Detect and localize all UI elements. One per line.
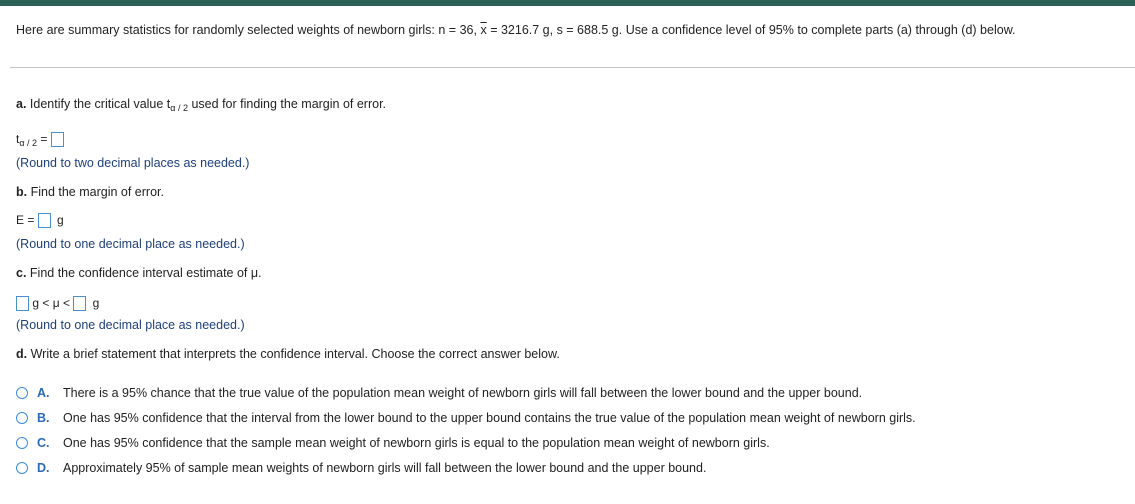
divider <box>10 67 1135 68</box>
part-a-question <box>16 97 386 111</box>
part-a-hint: (Round to two decimal places as needed.) <box>16 156 250 170</box>
option-d[interactable] <box>16 461 706 475</box>
part-c-question <box>16 266 262 280</box>
option-b-radio[interactable] <box>16 412 28 424</box>
option-d-text: Approximately 95% of sample mean weights of newborn girls will fall between the lower bound and the upper bound. <box>63 461 707 475</box>
part-c-hint: (Round to one decimal place as needed.) <box>16 318 245 332</box>
option-d-radio[interactable] <box>16 462 28 474</box>
option-c[interactable] <box>16 436 770 450</box>
lower-bound-input[interactable] <box>16 296 29 311</box>
part-b-hint: (Round to one decimal place as needed.) <box>16 237 245 251</box>
t-variable: t <box>16 132 20 146</box>
part-c-answer-row <box>16 296 99 311</box>
equals-sign: = <box>40 132 48 146</box>
sample-mean-symbol: $\overline{x}$ <box>480 23 487 37</box>
part-a-subscript: α / 2 <box>170 103 188 113</box>
part-a-letter: a. <box>16 97 27 111</box>
problem-statement <box>16 23 1016 37</box>
option-a-letter: A. <box>37 386 50 400</box>
part-c-text: Find the confidence interval estimate of μ. <box>29 266 262 280</box>
option-b-text: One has 95% confidence that the interval from the lower bound to the upper bound contains the true value of the population mean weight of newborn girls. <box>63 411 916 425</box>
margin-unit: g <box>57 213 64 227</box>
part-b-answer-row <box>16 213 64 228</box>
critical-value-input[interactable] <box>51 132 64 147</box>
part-a-text: Identify the critical value t <box>29 97 171 111</box>
margin-label: E = <box>16 213 35 227</box>
part-a-answer-row <box>16 132 64 147</box>
intro-part1: Here are summary statistics for randomly selected weights of newborn girls: n = 36, <box>16 23 477 37</box>
part-d-letter: d. <box>16 347 28 361</box>
part-a-text-after: used for finding the margin of error. <box>191 97 387 111</box>
interval-middle: g < μ < <box>32 296 70 310</box>
option-c-letter: C. <box>37 436 50 450</box>
part-b-question <box>16 185 164 199</box>
option-d-letter: D. <box>37 461 50 475</box>
upper-bound-input[interactable] <box>73 296 86 311</box>
part-d-text: Write a brief statement that interprets the confidence interval. Choose the correct answer below. <box>30 347 560 361</box>
part-b-text: Find the margin of error. <box>30 185 164 199</box>
intro-part2: = 3216.7 g, s = 688.5 g. Use a confidence level of 95% to complete parts (a) through (d) below. <box>490 23 1016 37</box>
part-b-letter: b. <box>16 185 28 199</box>
option-c-text: One has 95% confidence that the sample mean weight of newborn girls is equal to the population mean weight of newborn girls. <box>63 436 770 450</box>
t-subscript: α / 2 <box>19 138 38 148</box>
option-b-letter: B. <box>37 411 50 425</box>
margin-of-error-input[interactable] <box>38 213 51 228</box>
option-a-text: There is a 95% chance that the true value of the population mean weight of newborn girls will fall between the lower bound and the upper bound. <box>63 386 863 400</box>
option-b[interactable] <box>16 411 916 425</box>
part-d-question <box>16 347 560 361</box>
top-bar <box>0 0 1135 6</box>
interval-unit: g <box>92 296 100 310</box>
option-c-radio[interactable] <box>16 437 28 449</box>
option-a[interactable] <box>16 386 862 400</box>
option-a-radio[interactable] <box>16 387 28 399</box>
part-c-letter: c. <box>16 266 27 280</box>
